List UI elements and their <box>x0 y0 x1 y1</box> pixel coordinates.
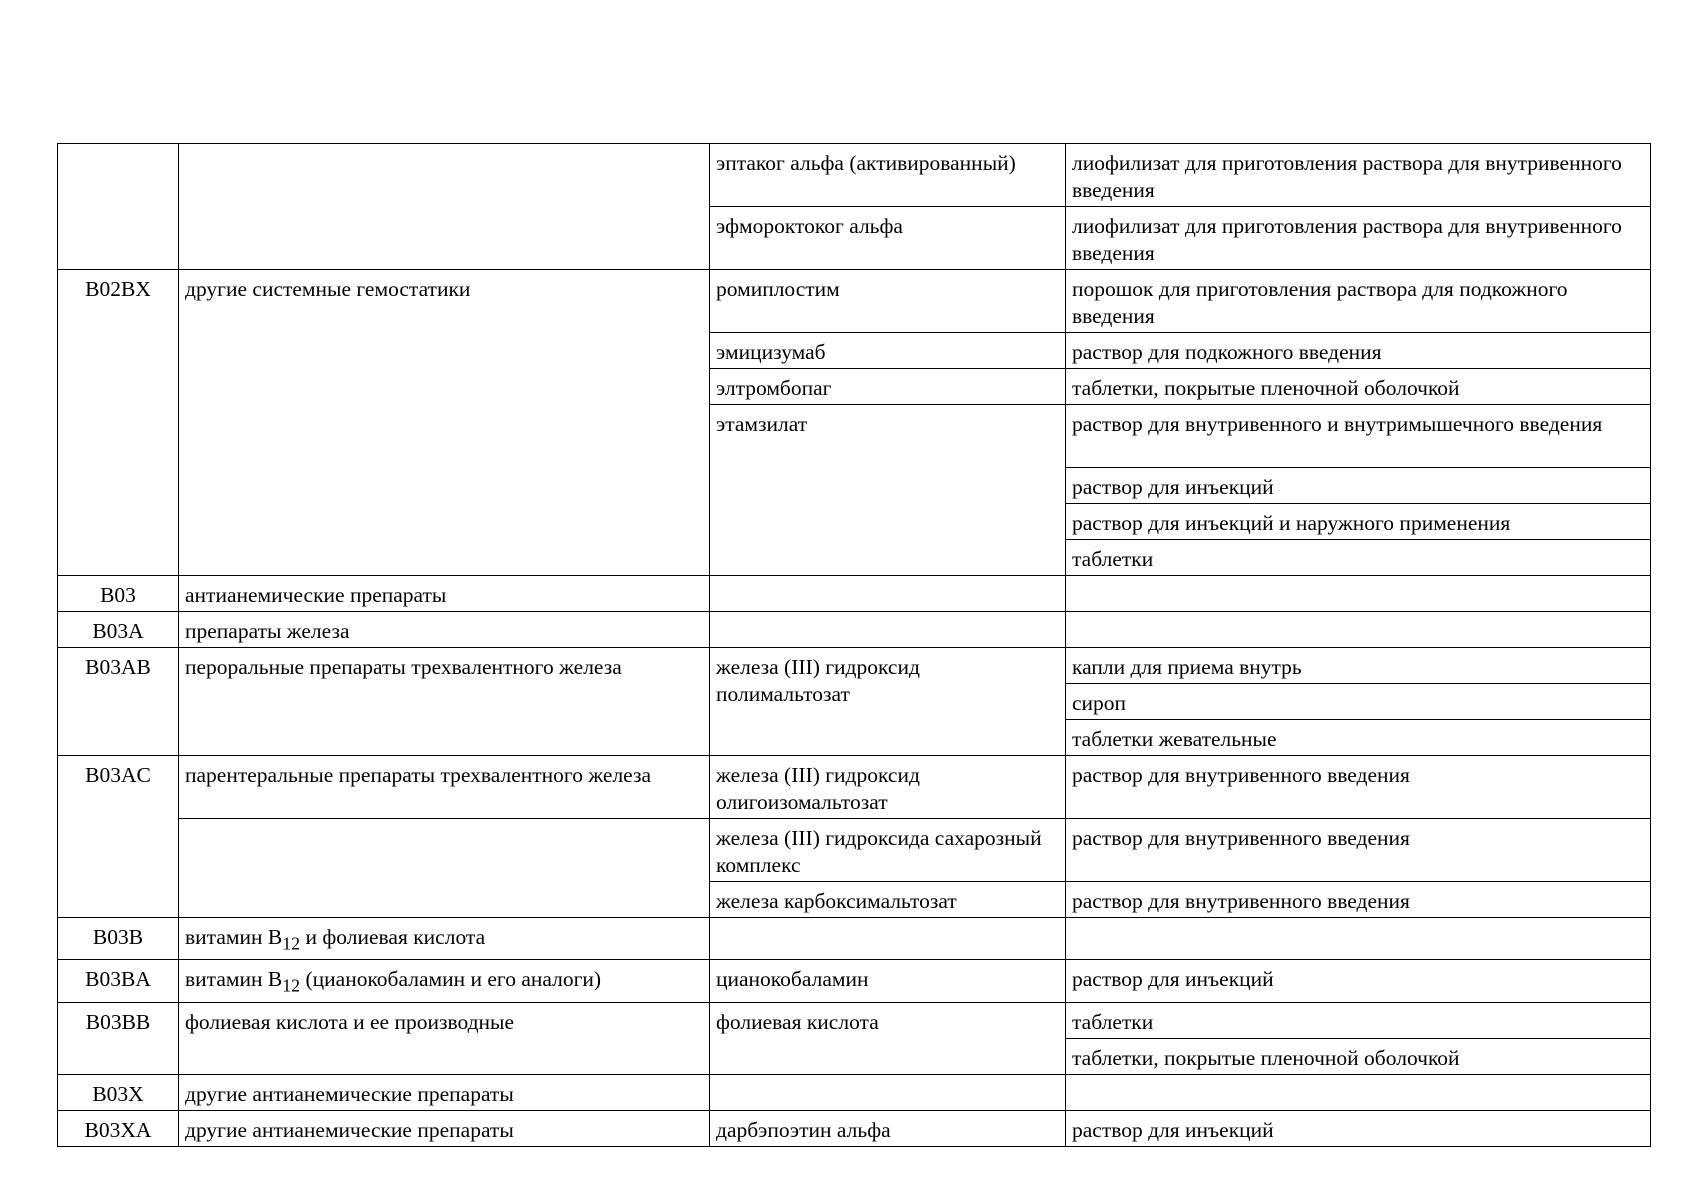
atc-code-cell: B02BX <box>58 270 179 576</box>
form-cell: таблетки <box>1066 540 1651 576</box>
form-cell <box>1066 612 1651 648</box>
table-row <box>58 648 1651 684</box>
form-cell: раствор для инъекций и наружного применения <box>1066 504 1651 540</box>
atc-code-cell: B03 <box>58 576 179 612</box>
inn-cell: эфмороктоког альфа <box>710 207 1066 270</box>
atc-code-cell: B03BA <box>58 960 179 1002</box>
form-cell <box>1066 1074 1651 1110</box>
atc-code-cell: B03B <box>58 918 179 960</box>
form-cell: раствор для инъекций <box>1066 960 1651 1002</box>
table-row <box>58 960 1651 1002</box>
form-cell: таблетки, покрытые пленочной оболочкой <box>1066 1038 1651 1074</box>
form-cell: таблетки <box>1066 1002 1651 1038</box>
form-cell: таблетки, покрытые пленочной оболочкой <box>1066 369 1651 405</box>
form-cell: капли для приема внутрь <box>1066 648 1651 684</box>
inn-cell: железа (III) гидроксид олигоизомальтозат <box>710 756 1066 819</box>
group-text-subscript: 12 <box>282 975 301 996</box>
form-cell: раствор для инъекций <box>1066 468 1651 504</box>
form-cell: сироп <box>1066 684 1651 720</box>
inn-cell: цианокобаламин <box>710 960 1066 1002</box>
group-cell <box>179 960 710 1002</box>
inn-cell <box>710 918 1066 960</box>
group-text-subscript: 12 <box>282 933 301 954</box>
inn-cell: этамзилат <box>710 405 1066 576</box>
form-cell <box>1066 576 1651 612</box>
inn-cell: железа карбоксимальтозат <box>710 882 1066 918</box>
table-row <box>58 918 1651 960</box>
group-cell <box>179 819 710 918</box>
medication-table <box>57 143 1651 1147</box>
table-row <box>58 819 1651 882</box>
table-row <box>58 144 1651 207</box>
atc-code-cell: B03AC <box>58 756 179 918</box>
group-cell: парентеральные препараты трехвалентного железа <box>179 756 710 819</box>
table-row <box>58 576 1651 612</box>
inn-cell: фолиевая кислота <box>710 1002 1066 1074</box>
form-cell: раствор для внутривенного введения <box>1066 819 1651 882</box>
inn-cell: дарбэпоэтин альфа <box>710 1110 1066 1146</box>
table-row <box>58 1110 1651 1146</box>
form-cell: лиофилизат для приготовления раствора для внутривенного введения <box>1066 207 1651 270</box>
table-row <box>58 1074 1651 1110</box>
form-cell: порошок для приготовления раствора для подкожного введения <box>1066 270 1651 333</box>
group-cell <box>179 918 710 960</box>
group-cell: другие антианемические препараты <box>179 1074 710 1110</box>
group-text-suffix: и фолиевая кислота <box>300 925 486 949</box>
inn-cell: эптаког альфа (активированный) <box>710 144 1066 207</box>
atc-code-cell: B03A <box>58 612 179 648</box>
atc-code-cell <box>58 144 179 270</box>
form-cell: раствор для инъекций <box>1066 1110 1651 1146</box>
inn-cell: элтромбопаг <box>710 369 1066 405</box>
form-cell: раствор для подкожного введения <box>1066 333 1651 369</box>
table-row <box>58 612 1651 648</box>
form-cell: таблетки жевательные <box>1066 720 1651 756</box>
group-text-prefix: витамин B <box>185 925 283 949</box>
group-cell: другие системные гемостатики <box>179 270 710 576</box>
atc-code-cell: B03X <box>58 1074 179 1110</box>
inn-cell <box>710 1074 1066 1110</box>
form-cell: раствор для внутривенного введения <box>1066 882 1651 918</box>
group-cell <box>179 144 710 270</box>
group-cell: фолиевая кислота и ее производные <box>179 1002 710 1074</box>
group-cell: другие антианемические препараты <box>179 1110 710 1146</box>
group-cell: препараты железа <box>179 612 710 648</box>
table-row <box>58 270 1651 333</box>
inn-cell: эмицизумаб <box>710 333 1066 369</box>
group-text-suffix: (цианокобаламин и его аналоги) <box>300 967 602 992</box>
table-row <box>58 1002 1651 1038</box>
atc-code-cell: B03XA <box>58 1110 179 1146</box>
inn-cell <box>710 576 1066 612</box>
form-cell <box>1066 918 1651 960</box>
form-cell: раствор для внутривенного введения <box>1066 756 1651 819</box>
form-cell: лиофилизат для приготовления раствора для внутривенного введения <box>1066 144 1651 207</box>
group-cell: антианемические препараты <box>179 576 710 612</box>
group-text-prefix: витамин B <box>185 967 283 992</box>
inn-cell: железа (III) гидроксида сахарозный комплекс <box>710 819 1066 882</box>
table-row <box>58 756 1651 819</box>
form-cell: раствор для внутривенного и внутримышечного введения <box>1066 405 1651 468</box>
group-cell: пероральные препараты трехвалентного железа <box>179 648 710 756</box>
inn-cell: ромиплостим <box>710 270 1066 333</box>
atc-code-cell: B03AB <box>58 648 179 756</box>
inn-cell <box>710 612 1066 648</box>
atc-code-cell: B03BB <box>58 1002 179 1074</box>
inn-cell: железа (III) гидроксид полимальтозат <box>710 648 1066 756</box>
